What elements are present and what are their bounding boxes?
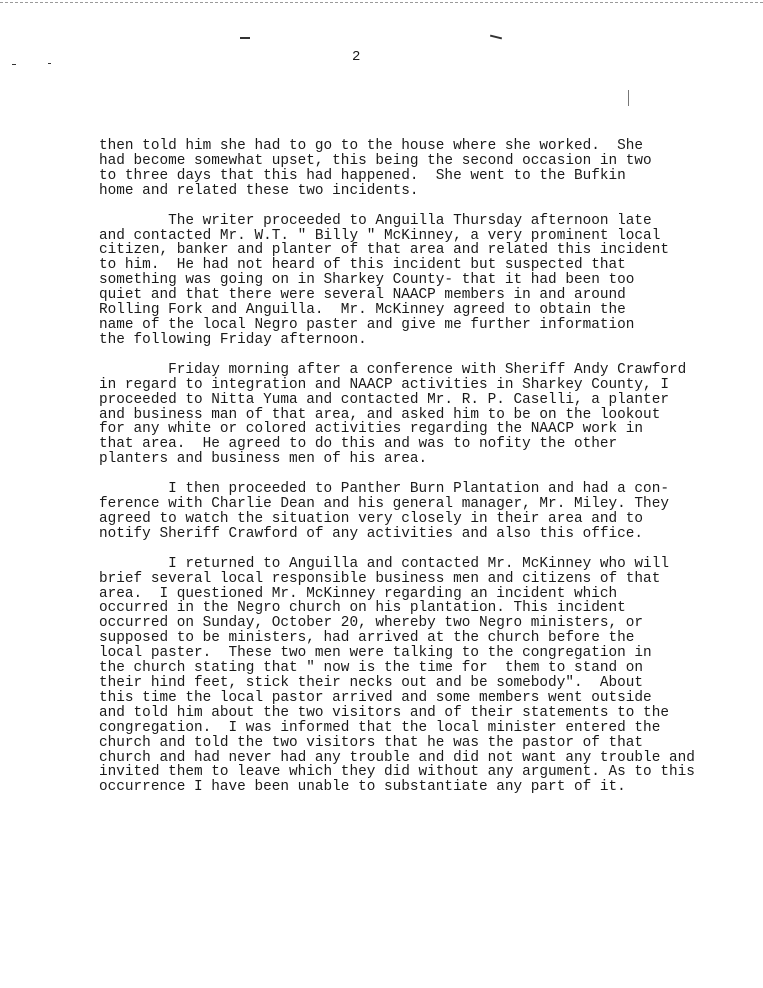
- scan-mark: [48, 63, 51, 64]
- page-top-edge: [0, 2, 763, 3]
- paragraph: Friday morning after a conference with Sheriff Andy Crawford in regard to integration and NAACP activities in Sharkey County, I proceeded to Nitta Yuma and contacted Mr. R. P. Caselli, a planter and business man of that area, and asked him to be on the lookout for any white or colored activities regarding the NAACP work in that area. He agreed to do this and was to nofity the other planters and business men of his area.: [99, 361, 687, 468]
- paragraph: then told him she had to go to the house where she worked. She had become somewhat upset, this being the second occasion in two to three days that this had happened. She went to the Bufkin home and related these two incidents.: [99, 138, 652, 199]
- scan-mark: [628, 90, 629, 106]
- scan-mark: [12, 64, 16, 65]
- letter-body: [99, 139, 759, 795]
- paragraph: The writer proceeded to Anguilla Thursday afternoon late and contacted Mr. W.T. " Billy " McKinney, a very prominent local citizen, banker and planter of that area and related this incident to him. He had not heard of this incident but suspected that something was going on in Sharkey County- that it had been too quiet and that there were several NAACP members in and around Rolling Fork and Anguilla. Mr. McKinney agreed to obtain the name of the local Negro paster and give me further information the following Friday afternoon.: [99, 212, 669, 348]
- paragraph: I then proceeded to Panther Burn Plantation and had a con- ference with Charlie Dean and his general manager, Mr. Miley. They agreed to watch the situation very closely in their area and to notify Sheriff Crawford of any activities and also this office.: [99, 481, 669, 542]
- scan-mark: [490, 35, 502, 40]
- page-number: 2: [352, 49, 361, 65]
- scan-mark: [240, 37, 250, 39]
- paragraph: I returned to Anguilla and contacted Mr. McKinney who will brief several local responsible business men and citizens of that area. I questioned Mr. McKinney regarding an incident which occurred in the Negro church on his plantation. This incident occurred on Sunday, October 20, whereby two Negro ministers, or supposed to be ministers, had arrived at the church before the local paster. These two men were talking to the congregation in the church stating that " now is the time for them to stand on their hind feet, stick their necks out and be somebody". About this time the local pastor arrived and some members went outside and told him about the two visitors and of their statements to the congregation. I was informed that the local minister entered the church and told the two visitors that he was the pastor of that church and had never had any trouble and did not want any trouble and invited them to leave which they did without any argument. As to this occurrence I have been unable to substantiate any part of it.: [99, 555, 695, 796]
